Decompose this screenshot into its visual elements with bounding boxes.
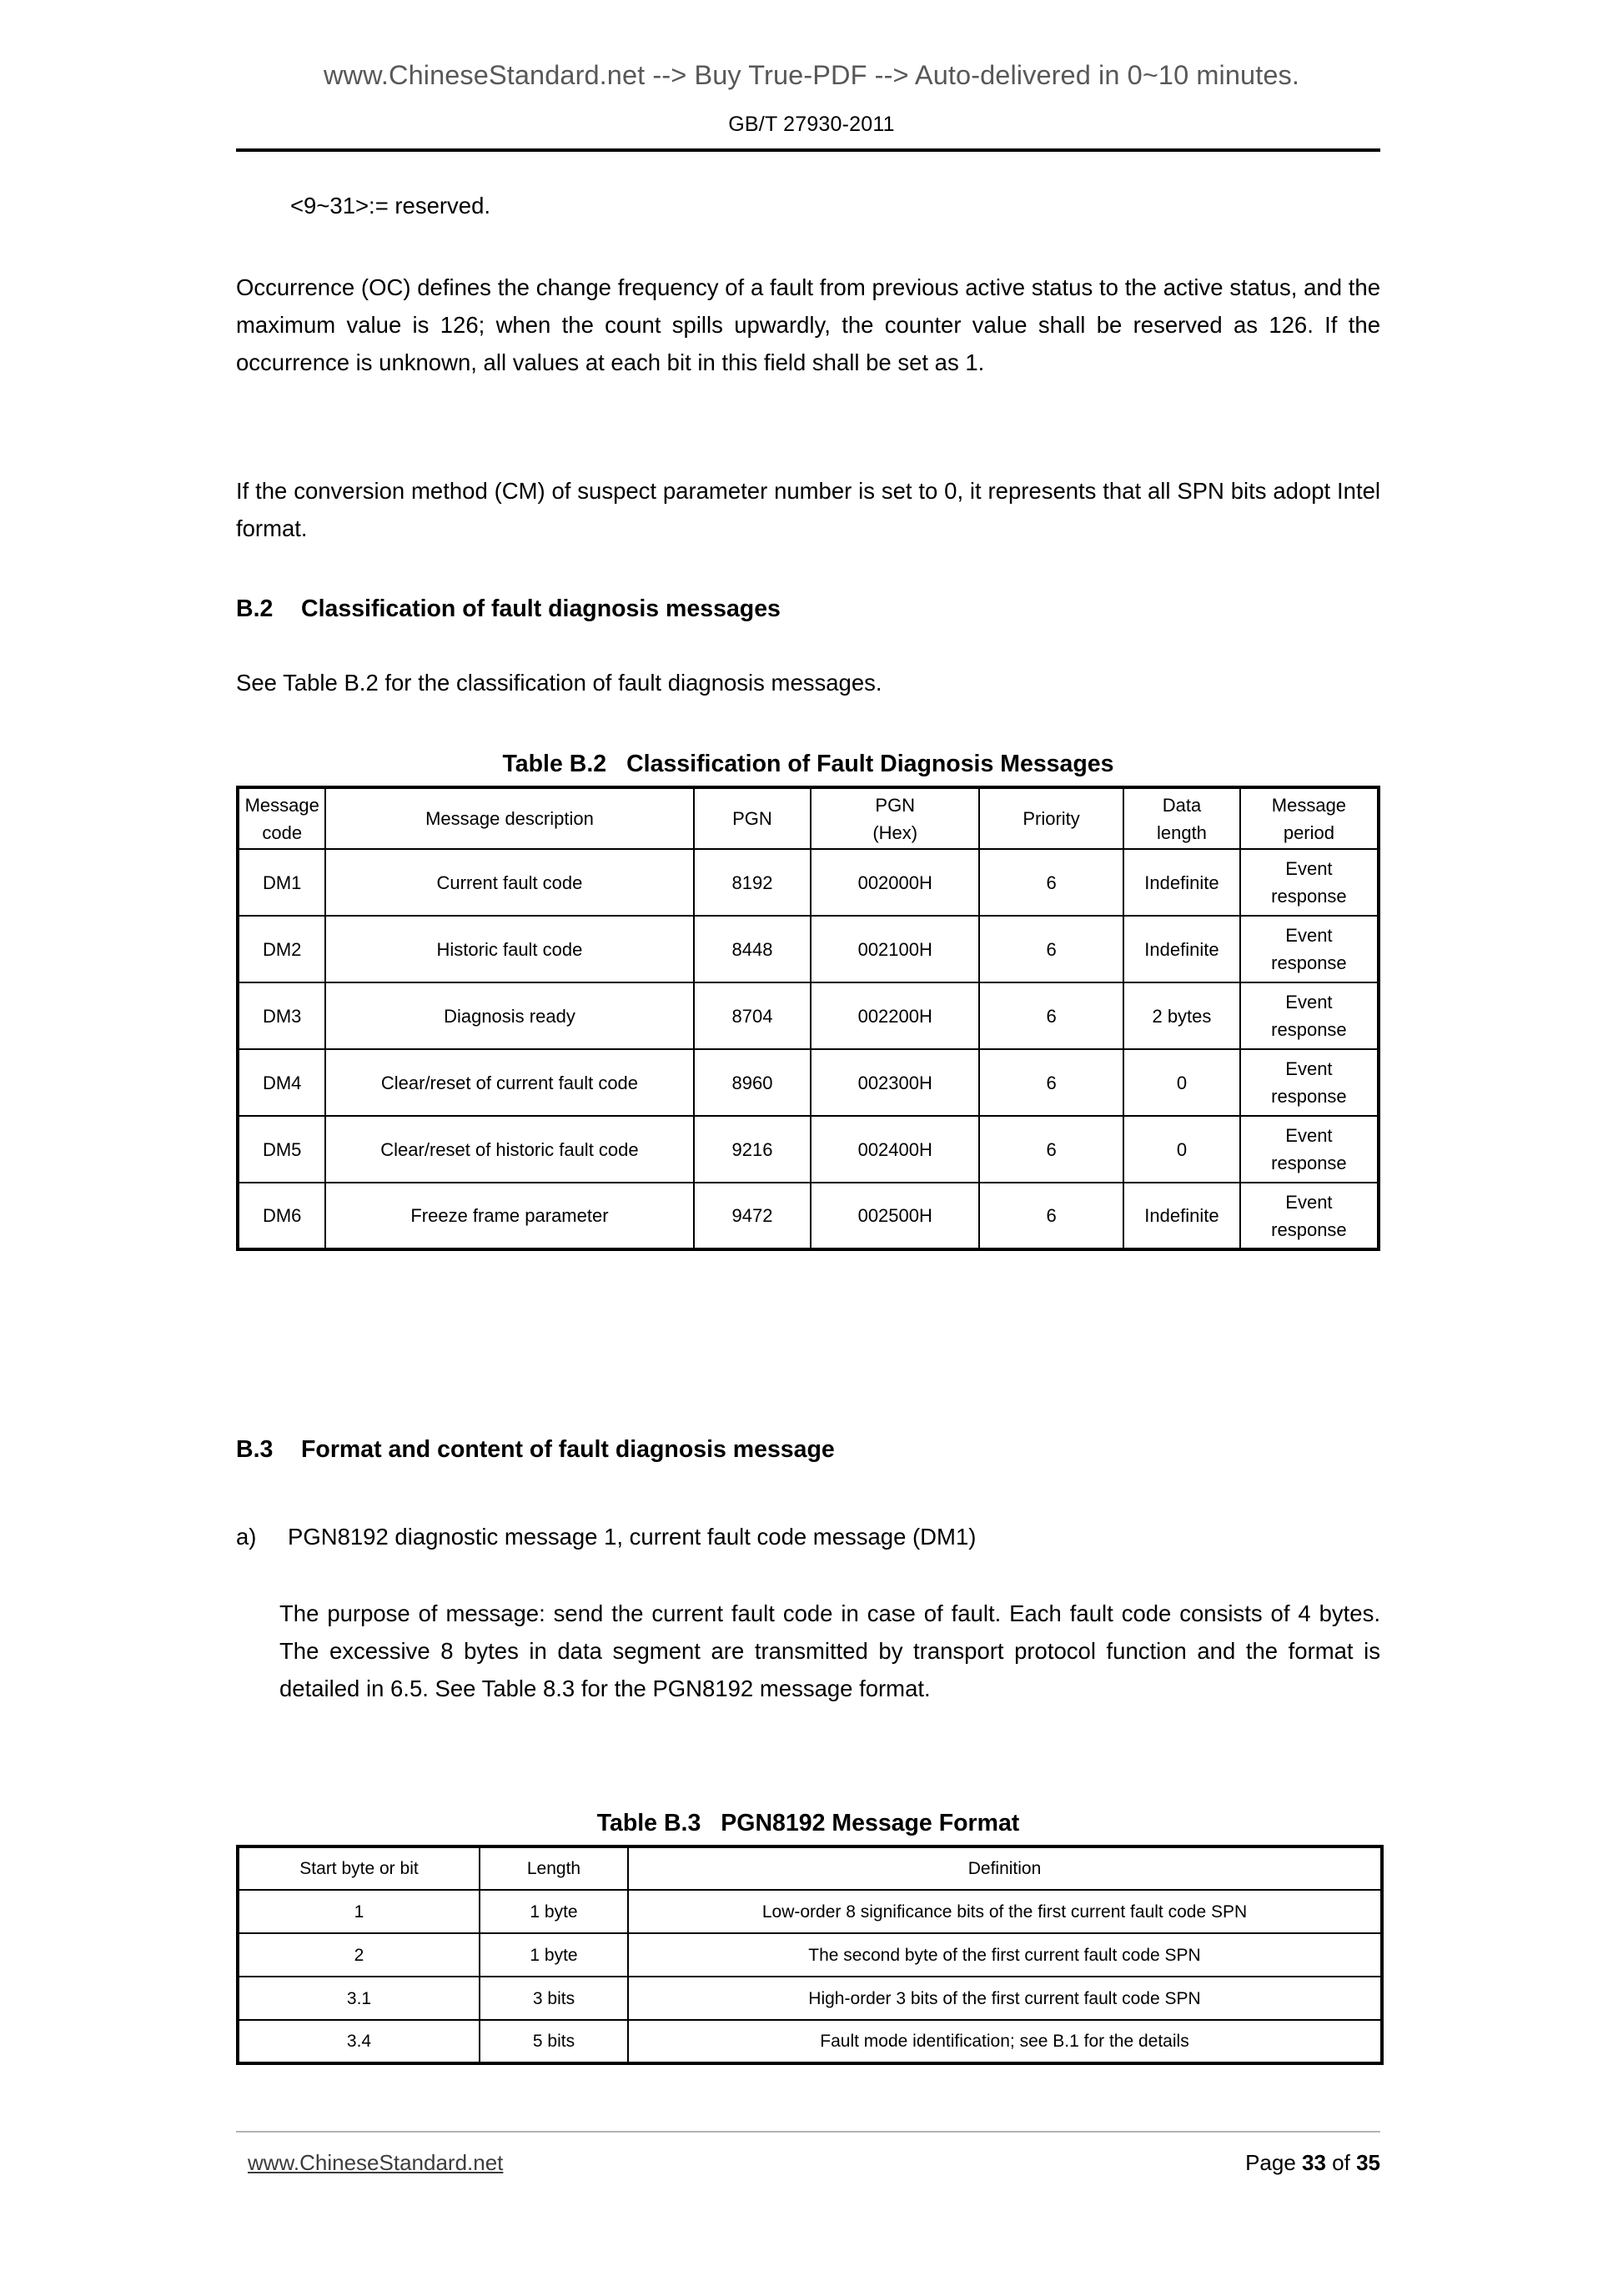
table-b2-header-0-line2: code: [262, 821, 303, 843]
table-row: [238, 1933, 1382, 1977]
footer-page-current: 33: [1302, 2150, 1326, 2175]
table-b2-cell-code: DM3: [238, 982, 325, 1049]
table-b2-cell-period-line1: Event: [1285, 992, 1333, 1012]
table-b2-header-6-line2: period: [1283, 821, 1334, 843]
table-b2-cell-data-length: 0: [1123, 1049, 1240, 1116]
section-heading-b3-number: B.3: [236, 1436, 274, 1463]
table-row: [238, 916, 1379, 982]
table-b2-cell-priority: 6: [979, 982, 1123, 1049]
footer-page-of: of: [1325, 2150, 1357, 2175]
table-b3-cell-definition: Low-order 8 significance bits of the first current fault code SPN: [628, 1890, 1382, 1933]
table-b2-cell-pgn-hex: 002400H: [811, 1116, 979, 1183]
list-item: [236, 1518, 976, 1555]
table-row: [238, 1977, 1382, 2020]
table-b2-cell-period: [1240, 1116, 1379, 1183]
section-heading-b2: [236, 592, 781, 625]
table-b2-cell-data-length: Indefinite: [1123, 916, 1240, 982]
table-b2-cell-code: DM2: [238, 916, 325, 982]
table-row: [238, 1183, 1379, 1249]
list-item-label: PGN8192 diagnostic message 1, current fault code message (DM1): [288, 1524, 977, 1550]
table-row: [238, 849, 1379, 916]
table-b2-cell-pgn: 8704: [694, 982, 812, 1049]
table-b2-cell-data-length: Indefinite: [1123, 1183, 1240, 1249]
table-b2-cell-pgn: 8448: [694, 916, 812, 982]
table-b3-cell-length: 1 byte: [480, 1890, 628, 1933]
table-b2-header-cell-2: PGN: [694, 787, 812, 849]
table-b3: [236, 1845, 1384, 2065]
table-b2-cell-period-line1: Event: [1285, 1058, 1333, 1079]
table-row: [238, 2020, 1382, 2063]
table-b2-cell-pgn-hex: 002300H: [811, 1049, 979, 1116]
table-b3-cell-length: 3 bits: [480, 1977, 628, 2020]
table-b3-cell-definition: The second byte of the first current fault code SPN: [628, 1933, 1382, 1977]
table-b2-cell-period: [1240, 1049, 1379, 1116]
see-table-b2-text: See Table B.2 for the classification of fault diagnosis messages.: [236, 670, 882, 696]
table-b2-header-cell-1: Message description: [325, 787, 693, 849]
table-b2-header-cell-0: [238, 787, 325, 849]
table-b3-caption-label: Table B.3: [596, 1810, 701, 1836]
table-b2: [236, 786, 1380, 1251]
table-row: [238, 982, 1379, 1049]
table-b2-cell-period-line2: response: [1271, 1218, 1347, 1240]
footer-page-total: 35: [1356, 2150, 1380, 2175]
table-b2-cell-period-line1: Event: [1285, 925, 1333, 946]
table-b2-cell-period-line2: response: [1271, 1153, 1347, 1173]
document-standard-number: GB/T 27930-2011: [728, 113, 895, 136]
table-b2-cell-data-length: 0: [1123, 1116, 1240, 1183]
table-b2-cell-priority: 6: [979, 849, 1123, 916]
table-b2-cell-pgn: 9472: [694, 1183, 812, 1249]
footer-page-prefix: Page: [1245, 2150, 1303, 2175]
table-b3-cell-definition: Fault mode identification; see B.1 for the details: [628, 2020, 1382, 2063]
table-b2-cell-pgn-hex: 002500H: [811, 1183, 979, 1249]
table-row: [238, 1049, 1379, 1116]
table-b2-header-5-line2: length: [1156, 821, 1207, 843]
occurrence-paragraph: Occurrence (OC) defines the change frequency of a fault from previous active status to the active status, and the maximum value is 126; when the count spills upwardly, the counter value shall be reserved as 126. If the occurrence is unknown, all values at each bit in this field shall be set as 1.: [236, 274, 1380, 375]
section-heading-b2-number: B.2: [236, 595, 274, 622]
table-b3-header-cell-definition: Definition: [628, 1846, 1382, 1890]
table-b3-cell-length: 1 byte: [480, 1933, 628, 1977]
table-b2-cell-description: Clear/reset of historic fault code: [325, 1116, 693, 1183]
table-b3-cell-definition: High-order 3 bits of the first current fault code SPN: [628, 1977, 1382, 2020]
table-b2-cell-description: Historic fault code: [325, 916, 693, 982]
conversion-method-paragraph-block: [236, 472, 1380, 547]
table-b2-cell-period-line2: response: [1271, 886, 1347, 907]
watermark-banner: www.ChineseStandard.net --> Buy True-PDF --> Auto-delivered in 0~10 minutes.: [323, 60, 1300, 90]
purpose-paragraph-block: [279, 1595, 1380, 1707]
footer-page-number: [984, 2150, 1380, 2176]
table-b2-header-cell-3: [811, 787, 979, 849]
table-b2-cell-pgn: 8192: [694, 849, 812, 916]
table-b2-cell-priority: 6: [979, 1116, 1123, 1183]
table-b2-cell-description: Diagnosis ready: [325, 982, 693, 1049]
table-b2-cell-code: DM1: [238, 849, 325, 916]
footer-divider: [236, 2131, 1380, 2133]
table-b2-caption-title: Classification of Fault Diagnosis Messages: [626, 751, 1114, 777]
table-b2-cell-period: [1240, 849, 1379, 916]
table-b2-cell-description: Current fault code: [325, 849, 693, 916]
table-b2-cell-period: [1240, 982, 1379, 1049]
table-b2-cell-description: Freeze frame parameter: [325, 1183, 693, 1249]
table-b2-cell-priority: 6: [979, 1183, 1123, 1249]
table-b3-cell-start: 3.1: [238, 1977, 480, 2020]
table-b2-cell-period-line1: Event: [1285, 1125, 1333, 1146]
table-b2-cell-code: DM4: [238, 1049, 325, 1116]
table-b2-header-row: [238, 787, 1379, 849]
reserved-definition-line: <9~31>:= reserved.: [290, 193, 491, 219]
header-divider: [236, 148, 1380, 152]
table-b2-cell-period-line2: response: [1271, 1019, 1347, 1040]
table-b2-cell-pgn: 8960: [694, 1049, 812, 1116]
table-b2-cell-pgn-hex: 002000H: [811, 849, 979, 916]
purpose-paragraph: The purpose of message: send the current fault code in case of fault. Each fault code consists of 4 bytes. The excessive 8 bytes in data segment are transmitted by transport protocol function and the format is detailed in 6.5. See Table 8.3 for the PGN8192 message format.: [279, 1600, 1380, 1701]
table-b2-header-6-line1: Message: [1271, 794, 1347, 816]
table-b2-header-0-line1: Message: [244, 794, 319, 816]
table-b2-cell-pgn-hex: 002100H: [811, 916, 979, 982]
table-b2-cell-code: DM6: [238, 1183, 325, 1249]
occurrence-paragraph-block: [236, 269, 1380, 381]
table-b3-header-row: [238, 1846, 1382, 1890]
table-b2-cell-pgn-hex: 002200H: [811, 982, 979, 1049]
table-b2-cell-period-line2: response: [1271, 952, 1347, 973]
table-b3-cell-length: 5 bits: [480, 2020, 628, 2063]
table-b2-header-5-line1: Data: [1162, 794, 1202, 816]
table-b2-header-3-line1: PGN: [875, 794, 916, 816]
table-b2-cell-data-length: Indefinite: [1123, 849, 1240, 916]
table-b3-cell-start: 3.4: [238, 2020, 480, 2063]
table-b2-header-cell-6: [1240, 787, 1379, 849]
table-row: [238, 1890, 1382, 1933]
table-row: [238, 1116, 1379, 1183]
table-b3-caption: [236, 1810, 1380, 1837]
conversion-method-paragraph: If the conversion method (CM) of suspect parameter number is set to 0, it represents that all SPN bits adopt Intel format.: [236, 478, 1380, 541]
table-b2-header-cell-5: [1123, 787, 1240, 849]
table-b2-cell-period: [1240, 1183, 1379, 1249]
section-heading-b3-text: Format and content of fault diagnosis message: [301, 1436, 835, 1463]
table-b2-cell-data-length: 2 bytes: [1123, 982, 1240, 1049]
table-b2-cell-period-line2: response: [1271, 1086, 1347, 1107]
table-b2-caption: [236, 751, 1380, 778]
table-b3-cell-start: 1: [238, 1890, 480, 1933]
table-b2-caption-label: Table B.2: [502, 751, 607, 777]
section-heading-b2-text: Classification of fault diagnosis messages: [301, 595, 781, 622]
table-b3-header-cell-start: Start byte or bit: [238, 1846, 480, 1890]
table-b2-cell-priority: 6: [979, 1049, 1123, 1116]
table-b2-header-cell-4: Priority: [979, 787, 1123, 849]
table-b3-caption-title: PGN8192 Message Format: [721, 1810, 1020, 1836]
table-b3-cell-start: 2: [238, 1933, 480, 1977]
table-b3-header-cell-length: Length: [480, 1846, 628, 1890]
table-b2-cell-period-line1: Event: [1285, 858, 1333, 879]
table-b2-cell-description: Clear/reset of current fault code: [325, 1049, 693, 1116]
section-heading-b3: [236, 1433, 835, 1466]
table-b2-cell-period: [1240, 916, 1379, 982]
list-item-marker: a): [236, 1524, 257, 1550]
table-b2-cell-pgn: 9216: [694, 1116, 812, 1183]
table-b2-cell-period-line1: Event: [1285, 1191, 1333, 1213]
footer-site-link[interactable]: www.ChineseStandard.net: [248, 2150, 504, 2175]
table-b2-header-3-line2: (Hex): [872, 821, 918, 843]
table-b2-cell-priority: 6: [979, 916, 1123, 982]
table-b2-cell-code: DM5: [238, 1116, 325, 1183]
